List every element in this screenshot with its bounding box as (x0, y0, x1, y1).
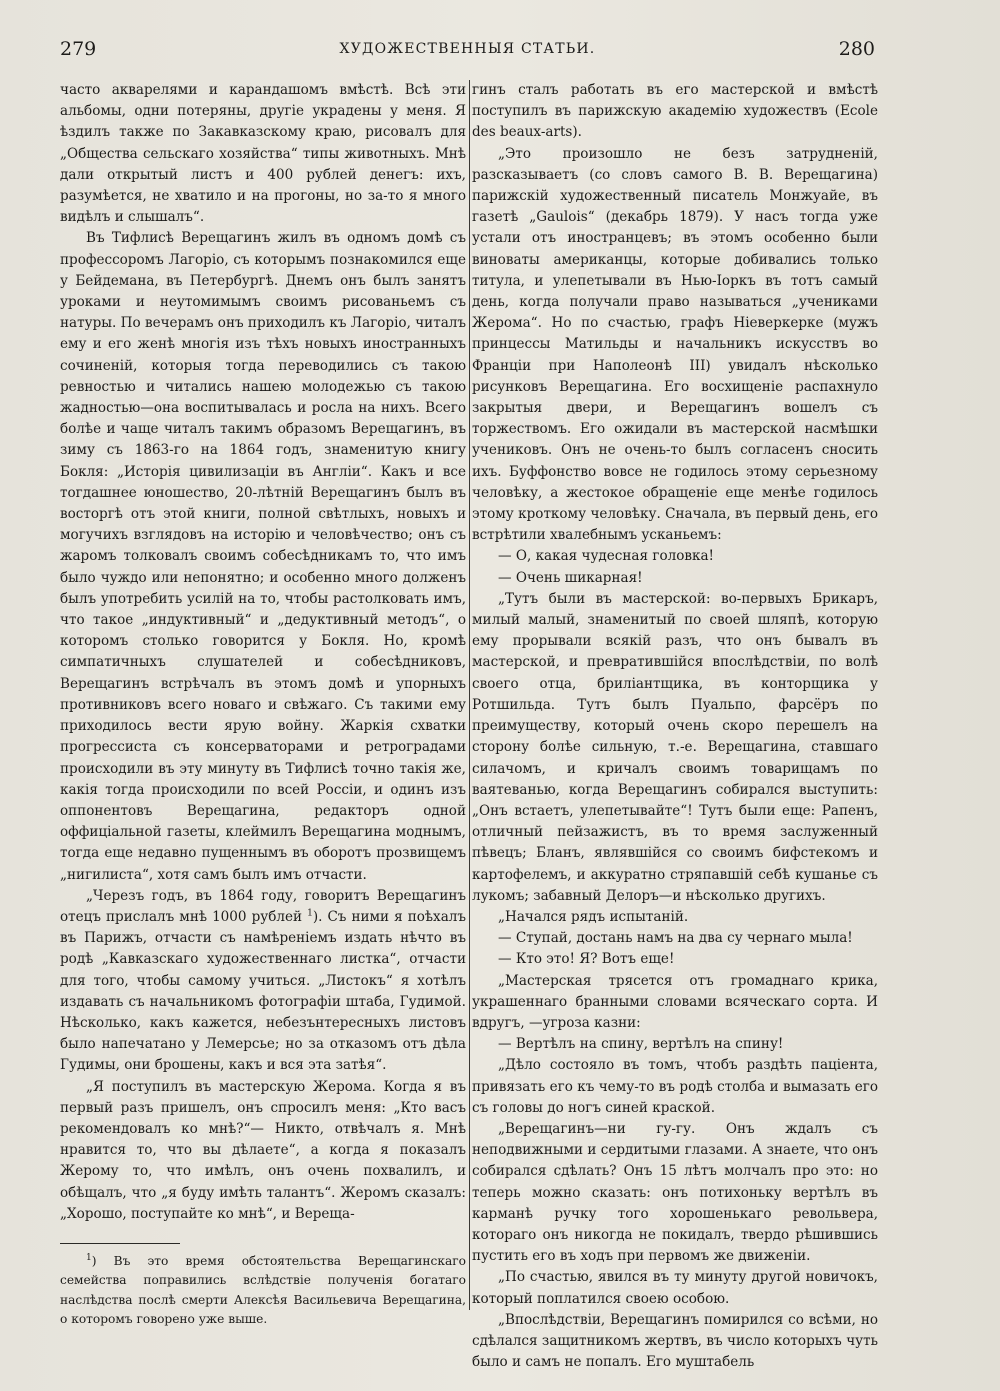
paragraph: часто акварелями и карандашомъ вмѣстѣ. Всѣ эти альбомы, одни потеряны, другіе украдены у меня. Я ѣздилъ также по Закавказскому краю, рисовалъ для „Общества сельскаго хозяйства“ типы животныхъ. Мнѣ дали открытый листъ и 400 рублей денегъ: ихъ, разумѣется, не хватило и на прогоны, но за-то я много видѣлъ и слышалъ“. (60, 82, 466, 226)
paragraph: „Мастерская трясется отъ громаднаго крика, украшеннаго бранными словами всяческаго сорта. И вдругъ, —угроза казни: (472, 972, 878, 1031)
footnote-text: ) Въ это время обстоятельства Верещагинскаго семейства поправились вслѣдствіе полученія богатаго наслѣдства послѣ смерти Алексѣя Васильевича Верещагина, о которомъ говорено уже выше. (60, 1253, 466, 1327)
column-divider (469, 80, 470, 1310)
paragraph (60, 886, 466, 1077)
page-header (60, 38, 875, 64)
paragraph-text: „Черезъ годъ, въ 1864 году, говоритъ Верещагинъ отецъ прислалъ мнѣ 1000 рублей (60, 887, 466, 925)
right-column (472, 80, 878, 1380)
paragraph: „Я поступилъ въ мастерскую Жерома. Когда я въ первый разъ пришелъ, онъ спросилъ меня: „Кто васъ рекомендовалъ ко мнѣ?“— Никто, отвѣчалъ я. Мнѣ нравится то, что вы дѣлаете“, а когда я показалъ Жерому то, что имѣлъ, онъ очень похвалилъ, и обѣщалъ, что „я буду имѣть талантъ“. Жеромъ сказалъ: „Хорошо, поступайте ко мнѣ“, и Вереща- (60, 1078, 466, 1222)
running-title: ХУДОЖЕСТВЕННЫЯ СТАТЬИ. (339, 41, 596, 57)
dialogue-line: — Вертѣлъ на спину, вертѣлъ на спину! (498, 1036, 784, 1053)
paragraph: „Верещагинъ—ни гу-гу. Онъ ждалъ съ неподвижными и сердитыми глазами. А знаете, что онъ собирался сдѣлать? Онъ 15 лѣтъ молчалъ про это: но теперь можно сказать: онъ потихоньку вертѣлъ въ карманѣ ручку того хорошенькаго револьвера, котораго онъ никогда не покидалъ, твердо рѣшившись пустить его въ ходъ при первомъ же движеніи. (472, 1120, 878, 1265)
paragraph: „Это произошло не безъ затрудненій, разсказываетъ (со словъ самого В. В. Верещагина) парижскій художественный писатель Монжуайе, въ газетѣ „Gaulois“ (декабрь 1879). У насъ тогда уже устали отъ иностранцевъ; въ этомъ особенно были виноваты американцы, которые добивались только титула, и улепетывали въ Нью-Іоркъ въ тотъ самый день, когда получали право называться „учениками Жерома“. Но по счастью, графъ Ніеверкерке (мужъ принцессы Матильды и начальникъ искусствъ во Франціи при Наполеонѣ III) увидалъ нѣсколько рисунковъ Верещагина. Его восхищеніе распахнуло закрытыя двери, и Верещагинъ вошелъ съ торжествомъ. Его ожидали въ мастерской насмѣшки учениковъ. Онъ не очень-то былъ согласенъ сносить ихъ. Буффонство вовсе не годилось этому серьезному человѣку, а жестокое обращеніе еще менѣе годилось этому кроткому человѣку. Сначала, въ первый день, его встрѣтили хвалебнымъ усканьемъ: (472, 145, 878, 544)
footnote-marker: 1 (86, 1252, 92, 1263)
footnote (60, 1252, 466, 1330)
footnote-rule (60, 1243, 180, 1244)
paragraph-text: ). Съ ними я поѣхалъ въ Парижъ, отчасти съ намѣреніемъ издать нѣчто въ родѣ „Кавказскаго художественнаго листка“, отчасти для того, чтобы самому учиться. „Листокъ“ я хотѣлъ издавать съ начальникомъ фотографіи штаба, Гудимой. Нѣсколько, какъ кажется, небезънтересныхъ листовъ было напечатано у Лемерсье; но за отказомъ отъ дѣла Гудимы, они брошены, какъ и вся эта затѣя“. (60, 908, 466, 1074)
paragraph: „По счастью, явился въ ту минуту другой новичокъ, который поплатился своею особою. (472, 1269, 878, 1307)
left-column (60, 80, 466, 1380)
paragraph: „Дѣло состояло въ томъ, чтобъ раздѣть паціента, привязать его къ чему-то въ родѣ столба и вымазать его съ головы до ногъ синей краской. (472, 1057, 878, 1116)
dialogue-line: — Очень шикарная! (498, 569, 643, 586)
paragraph: „Начался рядъ испытаній. (498, 908, 689, 925)
page-number-right: 280 (838, 38, 875, 60)
page-number-left: 279 (60, 38, 97, 60)
paragraph: Въ Тифлисѣ Верещагинъ жилъ въ одномъ домѣ съ профессоромъ Лагоріо, съ которымъ познакомился еще у Бейдемана, въ Петербургѣ. Днемъ онъ былъ занятъ уроками и неутомимымъ своимъ рисованьемъ съ натуры. По вечерамъ онъ приходилъ къ Лагоріо, читалъ ему и его женѣ многія изъ тѣхъ новыхъ иностранныхъ сочиненій, которыя тогда переводились съ такою ревностью и читались нашею молодежью съ такою жадностью—она воспитывалась и росла на нихъ. Всего болѣе и чаще читалъ такимъ образомъ Верещагинъ, въ зиму съ 1863-го на 1864 годъ, знаменитую книгу Бокля: „Исторія цивилизаціи въ Англіи“. Какъ и все тогдашнее юношество, 20-лѣтній Верещагинъ былъ въ восторгѣ отъ этой книги, полной свѣтлыхъ, новыхъ и могучихъ взглядовъ на исторію и человѣчество; онъ съ жаромъ толковалъ своимъ собесѣдникамъ то, что имъ было чуждо или непонятно; и особенно много долженъ былъ употребить усилій на то, чтобы растолковать имъ, что такое „индуктивный“ и „дедуктивный методъ“, о которомъ столько говорится у Бокля. Но, кромѣ симпатичныхъ слушателей и собесѣдниковъ, Верещагинъ встрѣчалъ въ этомъ домѣ и упорныхъ противниковъ всего новаго и свѣжаго. Съ такими ему приходилось вести ярую войну. Жаркія схватки прогрессиста съ консерваторами и ретроградами происходили въ эту минуту въ Тифлисѣ точно такія же, какія тогда происходили по всей Россіи, и одинъ изъ оппонентовъ Верещагина, редакторъ одной оффиціальной газеты, клеймилъ Верещагина моднымъ, тогда еще недавно пущеннымъ въ оборотъ прозвищемъ „нигилиста“, хотя самъ былъ имъ отчасти. (60, 230, 466, 883)
footnote-ref: 1 (307, 908, 313, 919)
paragraph: гинъ сталъ работать въ его мастерской и вмѣстѣ поступилъ въ парижскую академію художествъ (Ecole des beaux-arts). (472, 82, 878, 141)
dialogue-line: — Ступай, достань намъ на два су чернаго мыла! (498, 930, 853, 947)
paragraph: „Впослѣдствіи, Верещагинъ помирился со всѣми, но сдѣлался защитникомъ жертвъ, въ число которыхъ чуть было и самъ не попалъ. Его муштабель (472, 1311, 878, 1371)
dialogue-line: — Кто это! Я? Вотъ еще! (498, 951, 675, 968)
paragraph: „Тутъ были въ мастерской: во-первыхъ Брикаръ, милый малый, знаменитый по своей шляпѣ, которую ему прорывали всякій разъ, что онъ бывалъ въ мастерской, и превратившійся впослѣдствіи, по волѣ своего отца, бриліантщика, въ конторщика у Ротшильда. Тутъ былъ Пуальпо, фарсёръ по преимуществу, который очень скоро перешелъ на сторону болѣе сильную, т.-е. Верещагина, ставшаго силачомъ, и кричалъ своимъ товарищамъ по ваятеванью, когда Верещагинъ собирался выступить: „Онъ встаетъ, улепетывайте“! Тутъ были еще: Рапенъ, отличный пейзажистъ, въ то время заслуженный пѣвецъ; Бланъ, являвшійся со своимъ бифстекомъ и картофелемъ, и аккуратно стряпавшій себѣ кушанье съ лукомъ; забавный Делоръ—и нѣсколько другихъ. (472, 590, 878, 904)
dialogue-line: — О, какая чудесная головка! (498, 548, 714, 565)
